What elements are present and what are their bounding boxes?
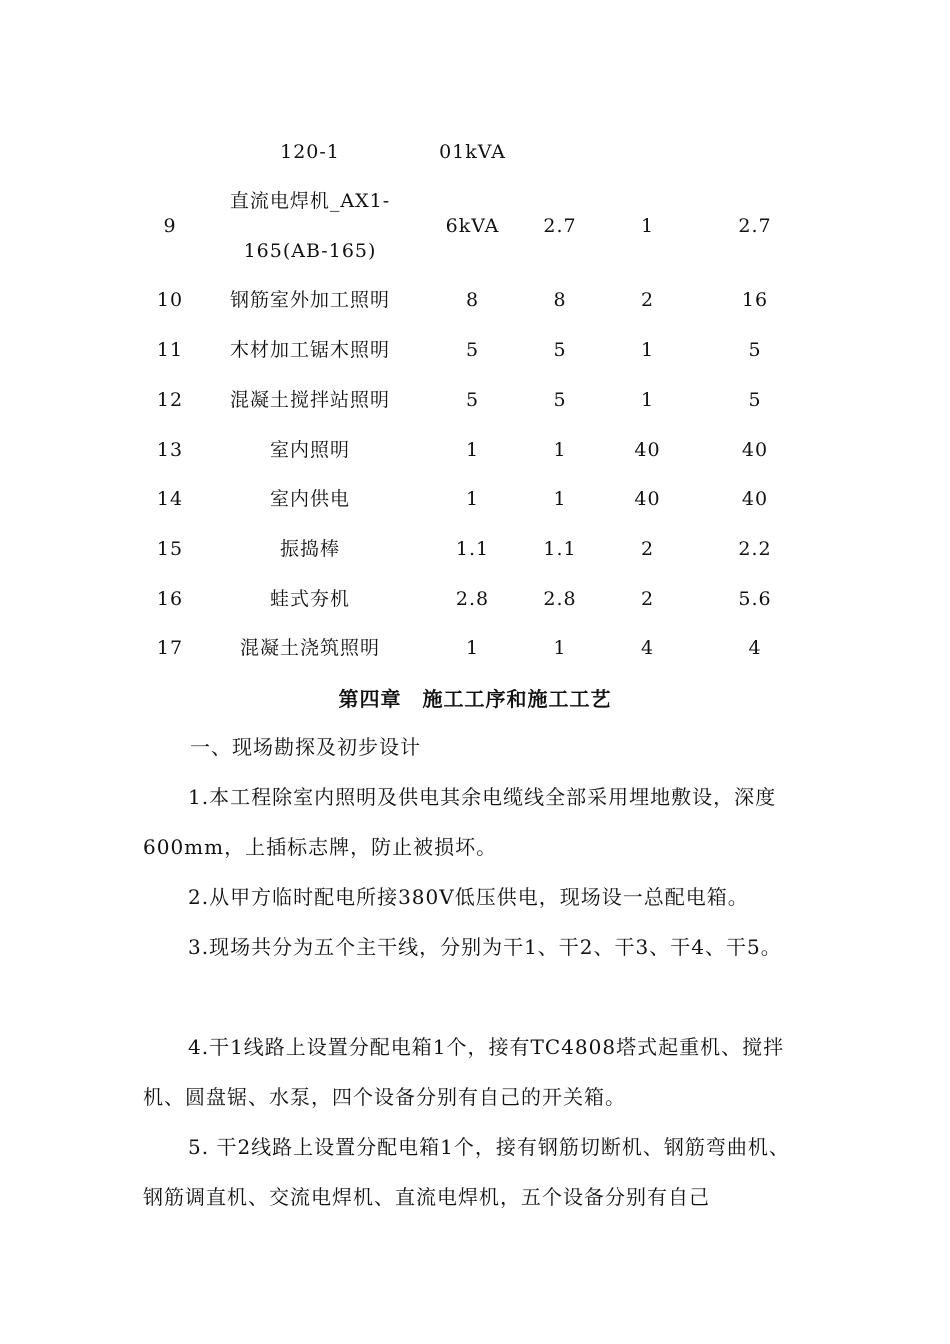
paragraph: 1.本工程除室内照明及供电其余电缆线全部采用埋地敷设，深度600mm，上插标志牌，防止被损坏。 bbox=[143, 785, 777, 859]
table-cell-qty: 1 bbox=[640, 389, 655, 411]
table-cell-total: 16 bbox=[741, 289, 769, 311]
table-cell-no: 10 bbox=[156, 289, 184, 311]
table-cell-name: 室内照明 bbox=[269, 439, 350, 461]
table-cell-name: 直流电焊机_AX1- bbox=[229, 190, 391, 212]
table-cell-name: 蛙式夯机 bbox=[269, 588, 350, 610]
table-cell-power: 8 bbox=[553, 289, 567, 311]
table-cell-no: 15 bbox=[156, 538, 184, 560]
table-cell-no: 16 bbox=[156, 588, 184, 610]
section-title: 一、现场勘探及初步设计 bbox=[190, 735, 421, 759]
table-cell-qty: 2 bbox=[640, 588, 655, 610]
paragraph: 3.现场共分为五个主干线，分别为干1、干2、干3、干4、干5。 bbox=[188, 935, 782, 959]
table-cell-name: 振捣棒 bbox=[279, 538, 340, 560]
table-cell-capacity: 5 bbox=[465, 389, 480, 411]
table-cell-name: 120-1 bbox=[280, 141, 340, 163]
table-cell-name: 165(AB-165) bbox=[243, 240, 377, 262]
table-cell-total: 5 bbox=[748, 389, 762, 411]
table-cell-capacity: 01kVA bbox=[439, 141, 506, 163]
table-cell-capacity: 5 bbox=[465, 339, 480, 361]
table-cell-qty: 2 bbox=[640, 289, 655, 311]
table-cell-name: 木材加工锯木照明 bbox=[229, 339, 390, 361]
table-cell-total: 2.2 bbox=[738, 538, 772, 560]
table-cell-capacity: 6kVA bbox=[445, 215, 500, 237]
table-cell-power: 5 bbox=[553, 339, 567, 361]
table-cell-name: 混凝土浇筑照明 bbox=[239, 637, 380, 659]
table-cell-power: 1.1 bbox=[543, 538, 577, 560]
table-cell-qty: 40 bbox=[634, 439, 661, 461]
table-cell-capacity: 8 bbox=[465, 289, 480, 311]
table-cell-total: 5 bbox=[748, 339, 762, 361]
table-cell-total: 40 bbox=[741, 488, 769, 510]
table-cell-name: 混凝土搅拌站照明 bbox=[229, 389, 390, 411]
table-cell-power: 1 bbox=[553, 488, 567, 510]
table-cell-no: 11 bbox=[156, 339, 184, 361]
table-cell-qty: 1 bbox=[640, 339, 655, 361]
table-cell-name: 室内供电 bbox=[269, 488, 350, 510]
table-cell-capacity: 1.1 bbox=[455, 538, 490, 560]
table-cell-total: 5.6 bbox=[738, 588, 772, 610]
table-cell-no: 14 bbox=[156, 488, 184, 510]
table-cell-no: 17 bbox=[156, 637, 184, 659]
paragraph: 2.从甲方临时配电所接380V低压供电，现场设一总配电箱。 bbox=[188, 885, 749, 909]
table-cell-no: 12 bbox=[156, 389, 184, 411]
table-cell-power: 1 bbox=[553, 637, 567, 659]
table-cell-qty: 1 bbox=[640, 215, 655, 237]
table-cell-name: 钢筋室外加工照明 bbox=[229, 289, 390, 311]
paragraph: 4.干1线路上设置分配电箱1个，接有TC4808塔式起重机、搅拌机、圆盘锯、水泵，四个设备分别有自己的开关箱。 bbox=[143, 1035, 785, 1109]
table-cell-qty: 4 bbox=[640, 637, 655, 659]
table-cell-capacity: 2.8 bbox=[455, 588, 490, 610]
table-cell-power: 1 bbox=[553, 439, 567, 461]
table-cell-total: 2.7 bbox=[738, 215, 772, 237]
table-cell-power: 2.8 bbox=[543, 588, 577, 610]
table-cell-qty: 2 bbox=[640, 538, 655, 560]
paragraph: 5. 干2线路上设置分配电箱1个，接有钢筋切断机、钢筋弯曲机、钢筋调直机、交流电焊机、直流电焊机，五个设备分别有自己 bbox=[143, 1135, 790, 1209]
table-cell-total: 4 bbox=[748, 637, 762, 659]
table-cell-power: 5 bbox=[553, 389, 567, 411]
chapter-heading: 第四章 施工工序和施工工艺 bbox=[338, 687, 612, 711]
table-cell-power: 2.7 bbox=[543, 215, 577, 237]
table-cell-capacity: 1 bbox=[465, 439, 480, 461]
table-cell-capacity: 1 bbox=[465, 488, 480, 510]
table-cell-no: 13 bbox=[156, 439, 184, 461]
table-cell-total: 40 bbox=[741, 439, 769, 461]
table-cell-capacity: 1 bbox=[465, 637, 480, 659]
table-cell-qty: 40 bbox=[634, 488, 661, 510]
table-cell-no: 9 bbox=[163, 215, 177, 237]
